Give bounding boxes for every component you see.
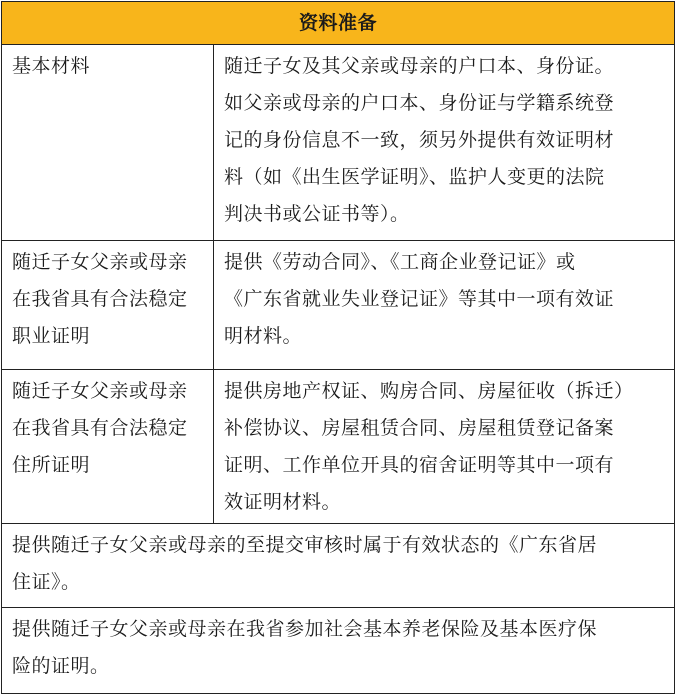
table-header-row	[2, 2, 675, 45]
row-content: 随迁子女及其父亲或母亲的户口本、身份证。 如父亲或母亲的户口本、身份证与学籍系统登 记的身份信息不一致，须另外提供有效证明材 料（如《出生医学证明》、监护人变更的法院 判决书或公证书等）。	[214, 45, 675, 241]
materials-table	[1, 1, 675, 694]
row-content: 提供《劳动合同》、《工商企业登记证》或 《广东省就业失业登记证》等其中一项有效证 明材料。	[214, 241, 675, 370]
row-content: 提供房地产权证、购房合同、房屋征收（拆迁） 补偿协议、房屋租赁合同、房屋租赁登记备案 证明、工作单位开具的宿舍证明等其中一项有 效证明材料。	[214, 370, 675, 524]
table-row	[2, 241, 675, 370]
residence-permit-requirement: 提供随迁子女父亲或母亲的至提交审核时属于有效状态的《广东省居 住证》。	[2, 524, 675, 608]
row-label: 随迁子女父亲或母亲 在我省具有合法稳定 住所证明	[2, 370, 214, 524]
table-row	[2, 45, 675, 241]
row-label: 基本材料	[2, 45, 214, 241]
table-row	[2, 370, 675, 524]
table-row-full	[2, 524, 675, 608]
row-label: 随迁子女父亲或母亲 在我省具有合法稳定 职业证明	[2, 241, 214, 370]
table-title: 资料准备	[2, 2, 675, 45]
insurance-requirement: 提供随迁子女父亲或母亲在我省参加社会基本养老保险及基本医疗保 险的证明。	[2, 608, 675, 694]
table-row-full	[2, 608, 675, 694]
